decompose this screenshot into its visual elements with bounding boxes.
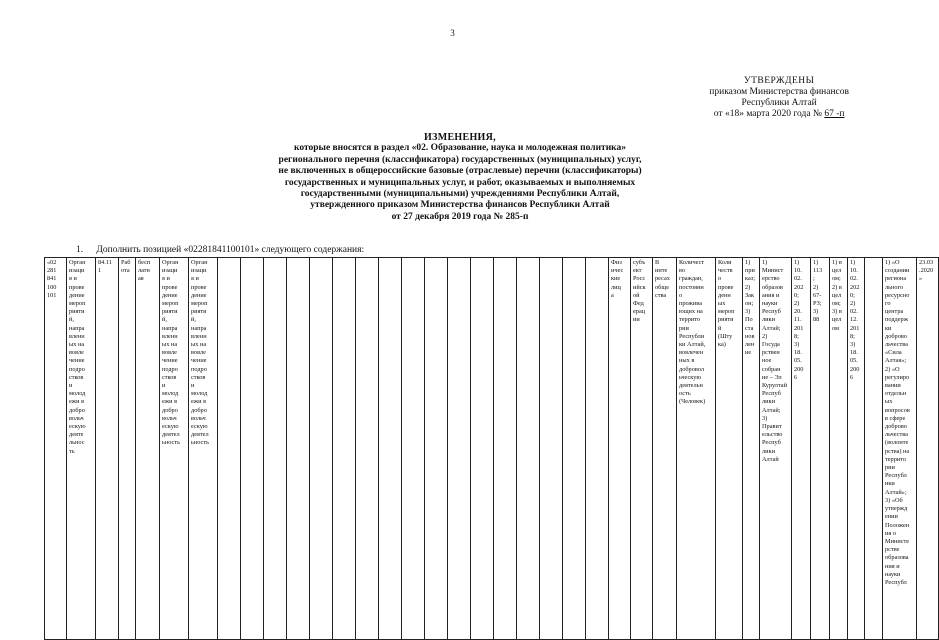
table-cell xyxy=(586,258,609,640)
table-cell xyxy=(540,258,563,640)
approval-line-2: Республики Алтай xyxy=(741,98,817,108)
title-line-7: от 27 декабря 2019 года № 285-п xyxy=(391,211,529,222)
title-main: ИЗМЕНЕНИЯ, xyxy=(424,132,496,143)
table-cell: Орган изаци я и прове дение мероп рияти й, напра вленн ых на вовле чение подро стков и молод ежи в добро вольч ескую деяте льнос ть xyxy=(67,258,96,640)
table-cell: 1) 10. 02. 202 0; 2) 20. 11. 201 8; 3) 18. 05. 200 6 xyxy=(792,258,811,640)
table-cell: 1) Минист ерство образов ания и науки Респуб лики Алтай; 2) Госуда рствен ное собран ие – Эл Курултай Респуб лики Алтай; 3) Правит ельство Респуб лики Алтай xyxy=(760,258,792,640)
table-cell: бесп латн ая xyxy=(136,258,160,640)
page-number: 3 xyxy=(450,28,455,38)
item-number: 1. xyxy=(76,245,84,255)
table-cell: 23.03 .2020 » xyxy=(917,258,939,640)
approval-line-1: приказом Министерства финансов xyxy=(709,87,849,97)
title-line-2: регионального перечня (классификатора) государственных (муниципальных) услуг, xyxy=(278,154,642,165)
table-cell: субъ ект Росс ийск ой Фед ерац ии xyxy=(631,258,653,640)
item-text: Дополнить позицией «02281841100101» следующего содержания: xyxy=(96,245,365,255)
table-cell: «02 281 841 100 101 xyxy=(45,258,67,640)
table-cell xyxy=(241,258,264,640)
title-line-4: государственных и муниципальных услуг, и работ, оказываемых и выполняемых xyxy=(284,177,636,188)
table-cell xyxy=(865,258,883,640)
document-title xyxy=(180,132,740,223)
table-cell xyxy=(563,258,586,640)
table-cell: Раб ота xyxy=(119,258,136,640)
table-cell xyxy=(471,258,494,640)
table-cell: 1) при каз; 2) Зак он; 3) По ста нов лен ие xyxy=(743,258,760,640)
approval-line-3 xyxy=(709,109,849,120)
classifier-table xyxy=(44,257,939,640)
title-line-1: которые вносятся в раздел «02. Образование, наука и молодежная политика» xyxy=(293,143,627,154)
table-cell: 84.11 1 xyxy=(96,258,119,640)
table-cell: В инте ресах обще ства xyxy=(653,258,677,640)
title-line-3: не включенных в общероссийские базовые (отраслевые) перечни (классификаторы) xyxy=(278,166,642,177)
table-cell xyxy=(448,258,471,640)
table-cell: Количест во граждан, постоянн о проживa ющих на террито рии Республи ки Алтай, вовлечен ных в добровол ьческую деятельн ость (Человек) xyxy=(677,258,716,640)
approval-order-number: 67 -п xyxy=(824,109,845,119)
table-cell xyxy=(310,258,333,640)
approval-block xyxy=(709,76,849,120)
table-cell xyxy=(356,258,379,640)
table-cell xyxy=(264,258,287,640)
approval-heading: УТВЕРЖДЕНЫ xyxy=(743,76,815,86)
table-cell xyxy=(494,258,517,640)
table-cell: 1) в цел ом; 2) в цел ом; 3) в цел ом xyxy=(830,258,848,640)
table-cell: Физ ичес кие лиц а xyxy=(609,258,631,640)
approval-date: от «18» марта 2020 года № xyxy=(713,109,822,119)
table-cell xyxy=(425,258,448,640)
table-row xyxy=(45,258,939,640)
table-cell: Коли честв о прове денн ых мероп рияти й (Шту ка) xyxy=(716,258,743,640)
title-line-5: государственными (муниципальными) учреждениями Республики Алтай, xyxy=(300,189,620,200)
table-cell: Орган изаци я и прове дение мероп рияти й, напра вленн ых на вовле чение подро стков и молод ежи в добро вольч ескую деятел ьность xyxy=(160,258,189,640)
table-cell xyxy=(517,258,540,640)
table-cell xyxy=(333,258,356,640)
table-cell: Орган изаци я и прове дение мероп рияти й, напра вленн ых на вовле чение подро стков и молод ежи в добро вольч ескую деятел ьность xyxy=(189,258,218,640)
table-cell: 1) 10. 02. 202 0; 2) 02. 12. 201 8; 3) 18. 05. 200 6 xyxy=(848,258,865,640)
table-cell xyxy=(287,258,310,640)
table-cell: 1) «О создании региона льного ресурсно го центра поддерж ки доброво льчества «Сила Алтая»; 2) «О регулиро вании отдельн ых вопросов в сфере доброво льчества (волонте рства) на террито рии Республ ики Алтай»; 3) «Об утвержд ении Положен ия о Министе рстве образова ния и науки Республ xyxy=(883,258,917,640)
table-cell: 1) 113 ; 2) 67- РЗ; 3) 88 xyxy=(811,258,830,640)
table-cell xyxy=(402,258,425,640)
table-cell xyxy=(379,258,402,640)
item-line xyxy=(76,245,364,255)
table-cell xyxy=(218,258,241,640)
title-line-6: утвержденного приказом Министерства финансов Республики Алтай xyxy=(310,200,610,211)
